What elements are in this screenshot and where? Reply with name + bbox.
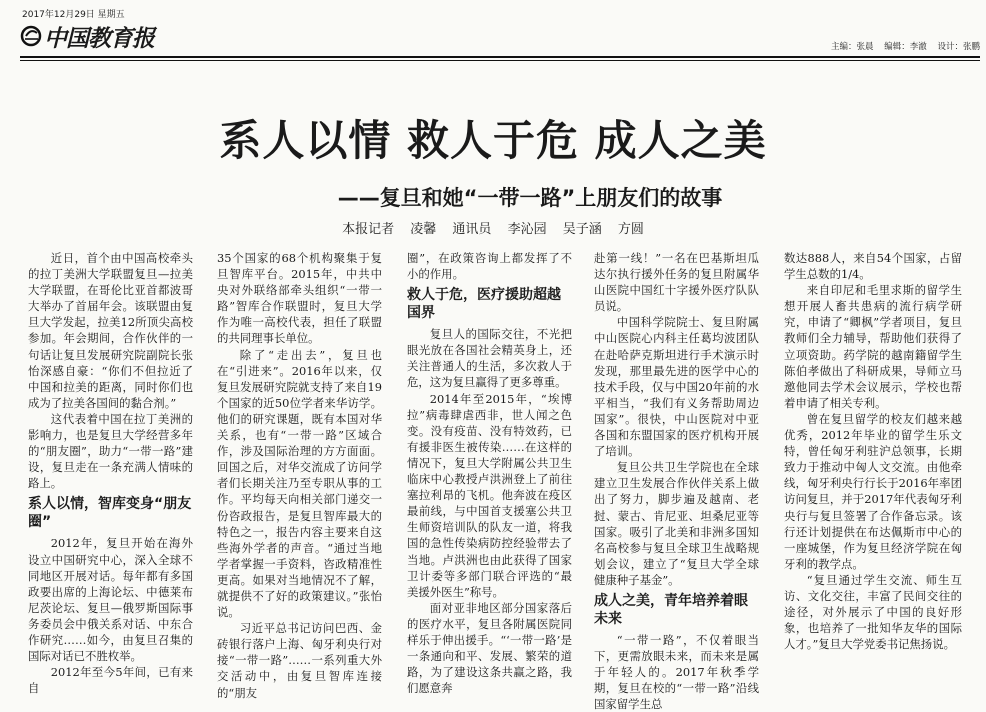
article-subtitle: ——复旦和她“一带一路”上朋友们的故事	[337, 186, 723, 210]
text-column-1	[28, 250, 193, 696]
paragraph: 复旦人的国际交往，不光把眼光放在各国社会精英身上，还关注普通人的生活，多次救人于危，这为复旦赢得了更多尊重。	[407, 327, 572, 390]
paragraph: 2014年至2015年，“埃博拉”病毒肆虐西非，世人闻之色变。没有疫苗、没有特效药，已有援非医生被传染……在这样的情况下，复旦大学附属公共卫生临床中心教授卢洪洲登上了前往塞拉利昂的飞机。他奔波在疫区最前线，与中国首支援塞公共卫生师资培训队的队友一道，将我国的急性传染病防控经验带去了当地。卢洪洲也由此获得了国家卫计委等多部门联合评选的“最美援外医生”称号。	[407, 391, 572, 599]
text-column-3	[407, 250, 572, 696]
paragraph: 2012年至今5年间，已有来自	[28, 665, 193, 696]
paragraph: 中国科学院院士、复旦附属中山医院心内科主任葛均波团队在赴哈萨克斯坦进行手术演示时发现，那里最先进的医学中心的技术手段，仅与中国20年前的水平相当，“我们有义务帮助周边国家”。很快，中山医院对中亚各国和东盟国家的医疗机构开展了培训。	[594, 315, 759, 459]
paragraph: 2012年，复旦开始在海外设立中国研究中心，深入全球不同地区开展对话。每年都有多国政要出席的上海论坛、中德莱布尼茨论坛、复旦—俄罗斯国际事务委员会中俄关系对话、中东合作研究……如今，由复旦召集的国际对话已不胜枚举。	[28, 536, 193, 664]
credit-designer: 设计：张鹏	[937, 42, 980, 52]
paragraph: 来自印尼和毛里求斯的留学生想开展人畜共患病的流行病学研究，申请了“卿枫”学者项目，复旦教师们全力辅导，帮助他们获得了立项资助。药学院的越南籍留学生陈伯孝做出了科研成果，导师立马邀他同去学术会议展示，学校也帮着申请了相关专利。	[784, 283, 962, 410]
byline-name: 李沁园	[507, 222, 547, 237]
byline-role-correspondent: 通讯员	[452, 222, 492, 237]
logo-emblem-icon	[20, 25, 42, 47]
paragraph: 圈”，在政策咨询上都发挥了不小的作用。	[407, 251, 572, 282]
paragraph: 数达888人，来自54个国家，占留学生总数的1/4。	[784, 251, 962, 282]
header-rule-thin	[20, 60, 980, 61]
paragraph: “复旦通过学生交流、师生互访、文化交往，丰富了民间交往的途径，对外展示了中国的良好形象，也培养了一批知华友华的国际人才。”复旦大学党委书记焦扬说。	[784, 572, 962, 652]
credit-editor: 编辑：李澈	[884, 42, 927, 52]
section-heading: 成人之美，青年培养着眼未来	[594, 592, 748, 627]
article-title: 系人以情 救人于危 成人之美	[219, 116, 767, 165]
paragraph: 面对亚非地区部分国家落后的医疗水平，复旦各附属医院同样乐于伸出援手。“‘一带一路’是一条通向和平、发展、繁荣的道路，为了建设这条共赢之路，我们愿意奔	[407, 600, 572, 696]
byline-name: 方圆	[617, 222, 644, 237]
paragraph: 曾在复旦留学的校友们越来越优秀，2012年毕业的留学生乐文特，曾任匈牙利驻沪总领事，长期致力于推动中匈人文交流。由他牵线，匈牙利央行行长于2016年率团访问复旦，并于2017年代表匈牙利央行与复旦签署了合作备忘录。该行还计划提供在布达佩斯市中心的一座城堡，作为复旦经济学院在匈牙利的教学点。	[784, 411, 962, 571]
section-heading: 救人于危，医疗援助超越国界	[407, 287, 561, 322]
text-column-5	[784, 250, 962, 661]
newspaper-header	[0, 0, 986, 60]
text-column-2	[217, 250, 382, 700]
header-rule	[20, 56, 980, 58]
paragraph: 近日，首个由中国高校牵头的拉丁美洲大学联盟复旦—拉美大学联盟，在哥伦比亚首都波哥大举办了首届年会。该联盟由复旦大学发起，拉美12所顶尖高校参加。年会期间，合作伙伴的一句话让复旦发展研究院副院长张怡深感自豪：“你们不但拉近了中国和拉美的距离，同时你们也成为了拉美各国间的黏合剂。”	[28, 251, 193, 410]
paragraph: 习近平总书记访问巴西、金砖银行落户上海、匈牙利央行对接“一带一路”……一系列重大外交活动中，由复旦智库连接的“朋友	[217, 621, 382, 700]
paragraph: 35个国家的68个机构聚集于复旦智库平台。2015年，中共中央对外联络部牵头组织“一带一路”智库合作联盟时，复旦大学作为唯一高校代表，担任了联盟的共同理事长单位。	[217, 251, 382, 346]
credit-chief-editor: 主编：张晨	[831, 42, 874, 52]
text-column-4	[594, 250, 759, 712]
byline-name: 凌馨	[410, 222, 437, 237]
issue-date: 2017年12月29日 星期五	[22, 10, 125, 20]
paragraph: 除了“走出去”，复旦也在“引进来”。2016年以来，仅复旦发展研究院就支持了来自19个国家的近50位学者来华访学。他们的研究课题，既有本国对华关系，也有“一带一路”区域合作，涉及国际治理的方方面面。回国之后，对华交流成了访问学者们长期关注乃至专职从事的工作。平均每天向相关部门递交一份咨政报告，是复旦智库最大的特色之一，报告内容主要来自这些海外学者的声音。“通过当地学者掌握一手资料，咨政精准性更高。如果对当地情况不了解，就提供不了好的政策建议。”张怡说。	[217, 347, 382, 620]
section-heading: 系人以情，智库变身“朋友圈”	[28, 496, 192, 531]
article-byline	[0, 218, 986, 237]
paragraph: 这代表着中国在拉丁美洲的影响力，也是复旦大学经营多年的“朋友圈”，助力“一带一路”建设，复旦走在一条充满人情味的路上。	[28, 411, 193, 491]
masthead-logo	[20, 22, 154, 50]
byline-role-reporter: 本报记者	[342, 222, 395, 237]
byline-name: 吴子涵	[562, 222, 602, 237]
paragraph: “一带一路”，不仅着眼当下，更需放眼未来，而未来是属于年轻人的。2017年秋季学期，复旦在校的“一带一路”沿线国家留学生总	[594, 632, 759, 712]
paragraph: 赴第一线！”一名在巴基斯坦瓜达尔执行援外任务的复旦附属华山医院中国红十字援外医疗队队员说。	[594, 251, 759, 314]
paragraph: 复旦公共卫生学院也在全球建立卫生发展合作伙伴关系上做出了努力，脚步遍及越南、老挝、蒙古、肯尼亚、坦桑尼亚等国家。吸引了北美和非洲多国知名高校参与复旦全球卫生战略规划会议，建立了“复旦大学全球健康种子基金”。	[594, 460, 759, 587]
editor-credits	[823, 40, 980, 52]
masthead-name: 中国教育报	[44, 24, 154, 52]
